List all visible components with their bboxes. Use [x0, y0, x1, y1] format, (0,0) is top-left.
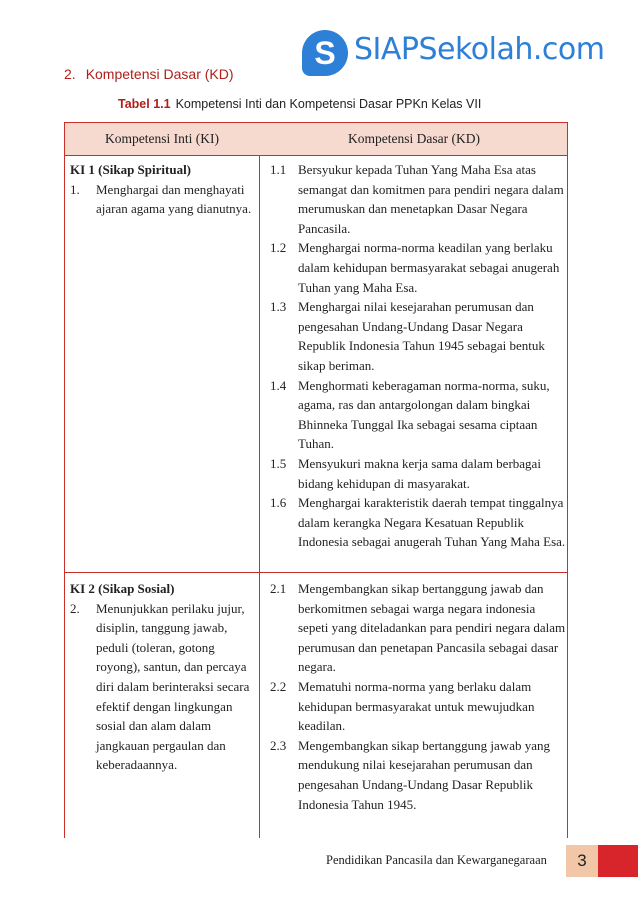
- logo-text: SIAPSekolah.com: [354, 32, 605, 67]
- caption-text: Kompetensi Inti dan Kompetensi Dasar PPKn Kelas VII: [175, 97, 482, 111]
- kd-number: 2.1: [270, 581, 287, 596]
- kd-text: Menghargai karakteristik daerah tempat tinggalnya dalam kerangka Negara Kesatuan Republik Indonesia sebagai anugerah Tuhan Yang Maha Esa.: [298, 495, 566, 550]
- kd-item: [270, 677, 566, 736]
- kd-text: Mematuhi norma-norma yang berlaku dalam kehidupan bermasyarakat untuk mewujudkan keadilan.: [298, 678, 535, 734]
- kd-text: Bersyukur kepada Tuhan Yang Maha Esa atas semangat dan komitmen para pendiri negara dalam merumuskan dan menetapkan Dasar Negara Pancasila.: [298, 162, 564, 236]
- section-title: Kompetensi Dasar (KD): [85, 66, 234, 82]
- kd-number: 1.3: [270, 299, 287, 315]
- kd-item: [270, 238, 566, 297]
- kd-item: [270, 493, 566, 552]
- logo-badge-icon: S: [302, 30, 348, 76]
- header-kd: Kompetensi Dasar (KD): [348, 131, 480, 146]
- kd-item: [270, 579, 566, 677]
- page-accent-bar: [598, 845, 638, 877]
- row-divider: [65, 572, 567, 573]
- kd-text: Menghargai norma-norma keadilan yang berlaku dalam kehidupan bermasyarakat sebagai anugerah Tuhan yang Maha Esa.: [298, 240, 560, 295]
- ki-cell-1: [70, 160, 258, 219]
- ki-text: Menunjukkan perilaku jujur, disiplin, tanggung jawab, peduli (toleran, gotong royong), santun, dan percaya diri dalam berinteraksi secara efektif dengan lingkungan sosial dan alam dalam jangkauan pergaulan dan keberadaannya.: [96, 600, 250, 773]
- section-heading: [64, 66, 234, 82]
- kd-item: [270, 454, 566, 493]
- kd-text: Mengembangkan sikap bertanggung jawab dan berkomitmen sebagai warga negara indonesia sepeti yang diteladankan para pendiri negara dalam perumusan dan penetapan Pancasila sebagai dasar negara.: [298, 581, 566, 675]
- kd-number: 1.1: [270, 162, 287, 177]
- ki-number: 1.: [70, 181, 80, 197]
- kd-number: 1.6: [270, 495, 287, 511]
- kd-number: 2.3: [270, 737, 287, 753]
- kd-cell-1: [270, 160, 566, 552]
- kd-item: [270, 297, 566, 375]
- ki-cell-2: [70, 579, 258, 775]
- ki-text: Menghargai dan menghayati ajaran agama yang dianutnya.: [96, 181, 252, 217]
- kd-number: 1.4: [270, 377, 287, 393]
- kd-item: [270, 736, 566, 814]
- ki-number: 2.: [70, 600, 80, 616]
- column-divider: [259, 123, 260, 838]
- ki-item: [70, 180, 258, 219]
- kd-text: Menghormati keberagaman norma-norma, suku, agama, ras dan antargolongan dalam bingkai Bhinneka Tunggal Ika sebagai sesama ciptaan Tuhan.: [298, 377, 550, 452]
- kd-number: 1.2: [270, 240, 287, 256]
- header-ki: Kompetensi Inti (KI): [105, 131, 219, 146]
- kd-text: Mensyukuri makna kerja sama dalam berbagai bidang kehidupan di masyarakat.: [298, 455, 541, 491]
- footer-book-title: Pendidikan Pancasila dan Kewarganegaraan: [326, 853, 547, 867]
- kd-text: Menghargai nilai kesejarahan perumusan dan pengesahan Undang-Undang Dasar Negara Republik Indonesia Tahun 1945 sebagai bentuk sikap beriman.: [298, 299, 545, 373]
- ki-title: KI 1 (Sikap Spiritual): [70, 162, 192, 177]
- competency-table: [64, 122, 568, 838]
- page-number: 3: [566, 845, 598, 877]
- kd-text: Mengembangkan sikap bertanggung jawab yang mendukung nilai kesejarahan perumusan dan pengesahan Undang-Undang Dasar Republik Indonesia Tahun 1945.: [298, 737, 550, 812]
- kd-item: [270, 376, 566, 454]
- ki-item: [70, 599, 258, 775]
- table-caption: [118, 97, 481, 111]
- kd-number: 2.2: [270, 678, 287, 694]
- section-number: 2.: [64, 66, 76, 82]
- caption-label: Tabel 1.1: [118, 97, 171, 111]
- table-header: [65, 123, 567, 156]
- kd-cell-2: [270, 579, 566, 814]
- kd-number: 1.5: [270, 455, 287, 471]
- ki-title: KI 2 (Sikap Sosial): [70, 581, 175, 596]
- kd-item: [270, 160, 566, 238]
- site-logo: [302, 30, 620, 74]
